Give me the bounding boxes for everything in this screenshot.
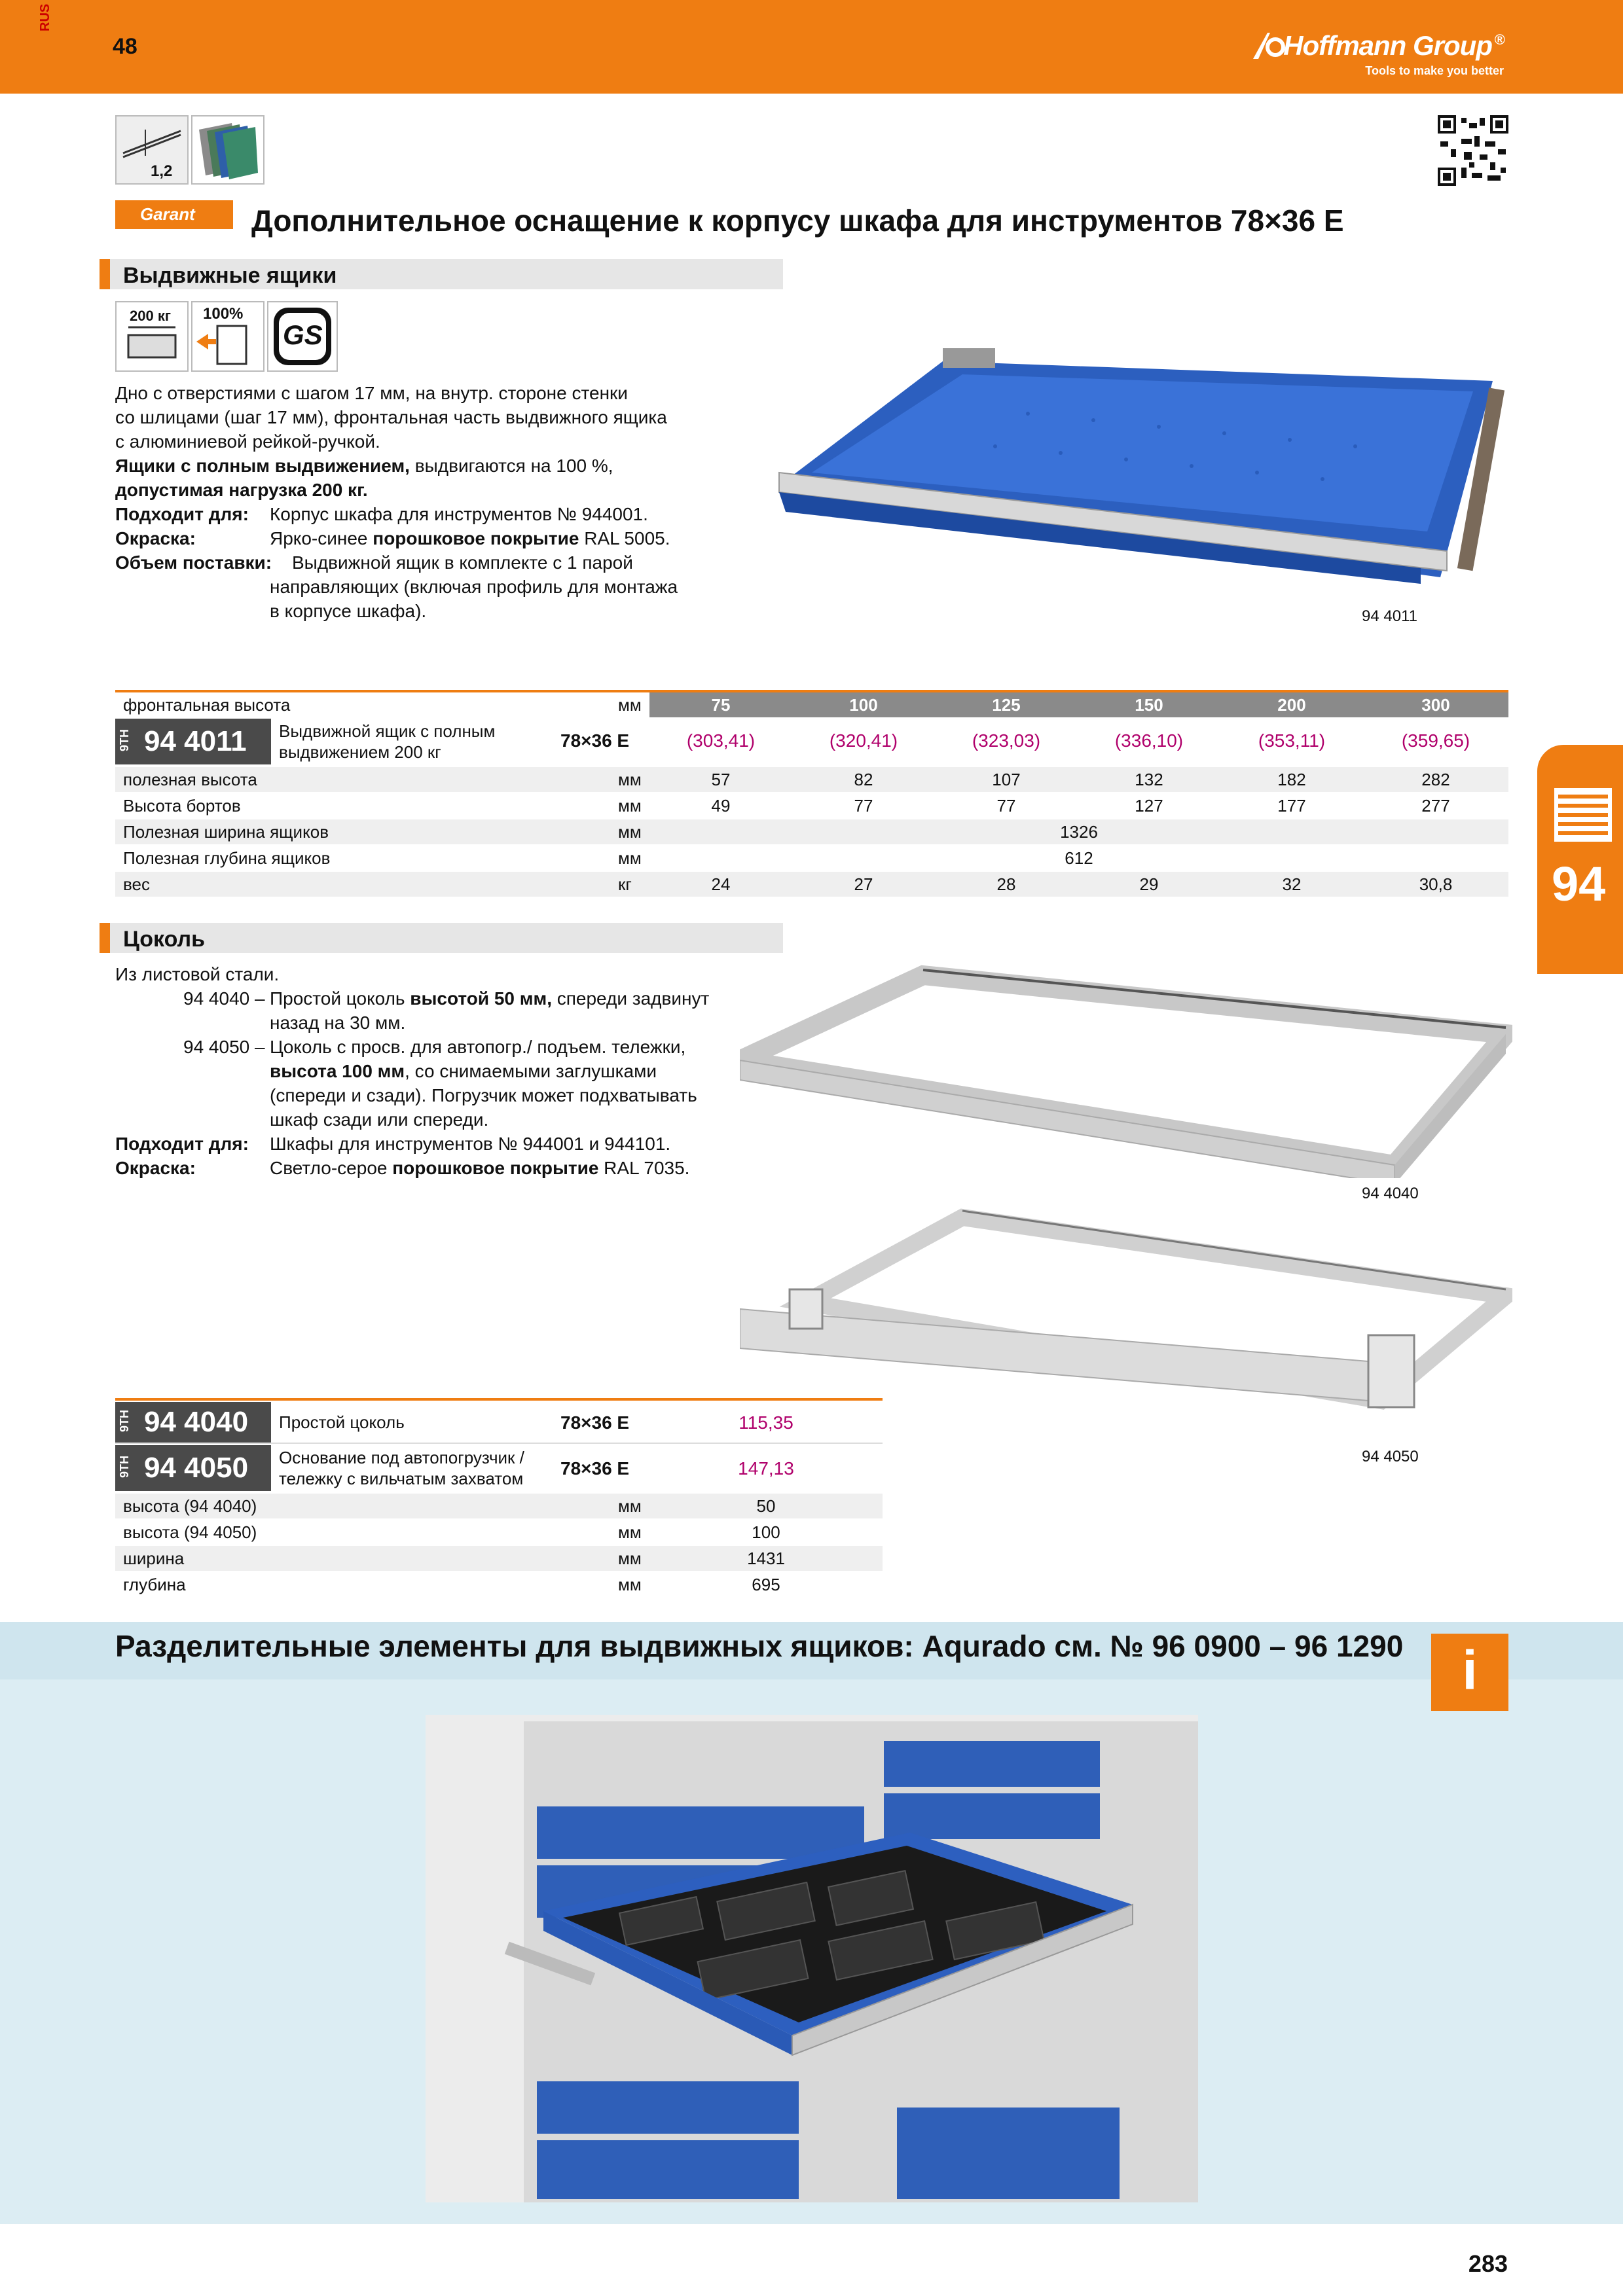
drawers-scope-label: Объем поставки: bbox=[115, 552, 272, 573]
spec-unit: мм bbox=[618, 1575, 642, 1594]
article-block bbox=[115, 1402, 271, 1443]
spec-row-useful-height bbox=[115, 767, 1508, 792]
article-row-944011 bbox=[115, 719, 1508, 764]
plinth-fits-row bbox=[115, 1132, 770, 1156]
page-title: Дополнительное оснащение к корпусу шкафа для инструментов 78×36 E bbox=[251, 204, 1344, 238]
spec-unit: мм bbox=[618, 822, 642, 842]
drawers-color-bold: порошковое покрытие bbox=[373, 528, 579, 548]
spec-row-weight bbox=[115, 872, 1508, 897]
plinth-item2-code: 94 4050 – bbox=[183, 1037, 265, 1057]
price-300: (359,65) bbox=[1401, 730, 1470, 751]
article-row-944050 bbox=[115, 1445, 883, 1491]
price-75: (303,41) bbox=[686, 730, 756, 751]
drawer-product-image bbox=[766, 335, 1512, 584]
full-extension-badge bbox=[191, 301, 264, 372]
plinth-item1-line2: назад на 30 мм. bbox=[270, 1013, 406, 1033]
spec-value: 49 bbox=[711, 796, 731, 816]
spec-value: 282 bbox=[1421, 770, 1450, 789]
section-marker bbox=[100, 923, 110, 953]
article-size: 78×36 E bbox=[560, 1412, 630, 1433]
plinth-color-post: RAL 7035. bbox=[598, 1158, 690, 1178]
drawer-table bbox=[115, 690, 1508, 895]
drawers-desc-line1: Дно с отверстиями с шагом 17 мм, на внутр. стороне стенки bbox=[115, 383, 628, 403]
table-top-rule bbox=[115, 1398, 883, 1401]
plinth-description bbox=[115, 962, 770, 1180]
height-125: 125 bbox=[992, 695, 1021, 715]
info-icon[interactable] bbox=[1431, 1634, 1508, 1711]
drawers-color-pre: Ярко-синее bbox=[270, 528, 373, 548]
drawers-description bbox=[115, 381, 704, 623]
plinth-item1-bold: высотой 50 мм, bbox=[410, 988, 552, 1009]
color-swatches-icon bbox=[192, 117, 263, 183]
price-125: (323,03) bbox=[972, 730, 1041, 751]
spec-value: 77 bbox=[996, 796, 1016, 816]
spec-label: Полезная ширина ящиков bbox=[123, 822, 329, 842]
article-desc-line1: Выдвижной ящик с полным bbox=[279, 721, 496, 741]
page-number: 283 bbox=[1468, 2250, 1508, 2277]
spec-row-useful-width bbox=[115, 819, 1508, 844]
chapter-number: 94 bbox=[1552, 857, 1606, 911]
spec-label: высота (94 4050) bbox=[123, 1522, 257, 1542]
spec-value: 612 bbox=[1065, 848, 1093, 868]
spec-value: 127 bbox=[1135, 796, 1163, 816]
spec-value: 277 bbox=[1421, 796, 1450, 816]
spec-label: Высота бортов bbox=[123, 796, 241, 816]
spec-unit: мм bbox=[618, 1496, 642, 1516]
plinth-item2-line2 bbox=[115, 1059, 770, 1083]
spec-value: 695 bbox=[752, 1575, 780, 1594]
section-header-drawers bbox=[100, 259, 783, 289]
language-code: RUS bbox=[38, 3, 52, 31]
spec-unit: мм bbox=[618, 1549, 642, 1568]
spec-unit: мм bbox=[618, 1522, 642, 1542]
plinth-item1-post: спереди задвинут bbox=[551, 988, 710, 1009]
brand-registered-mark: ® bbox=[1494, 31, 1505, 48]
spec-label: вес bbox=[123, 874, 150, 894]
info-icon-letter: i bbox=[1462, 1640, 1478, 1701]
plinth-table bbox=[115, 1398, 883, 1601]
price-200: (353,11) bbox=[1258, 730, 1326, 751]
head-unit: мм bbox=[618, 695, 642, 715]
article-desc-line2: тележку с вильчатым захватом bbox=[279, 1469, 524, 1488]
plinth-fits-value: Шкафы для инструментов № 944001 и 944101. bbox=[270, 1134, 671, 1154]
spec-value: 1326 bbox=[1060, 822, 1098, 842]
plinth-item2 bbox=[115, 1035, 770, 1059]
load-capacity-value: 200 кг bbox=[130, 308, 171, 324]
load-capacity-badge bbox=[115, 301, 189, 372]
spec-row-useful-depth bbox=[115, 846, 1508, 870]
brand-tagline: Tools to make you better bbox=[1365, 64, 1504, 77]
table-head-row bbox=[115, 692, 1508, 717]
plinth-image-caption-1: 94 4040 bbox=[1362, 1185, 1419, 1202]
drawer-dividers-photo bbox=[426, 1715, 1198, 2202]
plinth-color-label: Окраска: bbox=[115, 1158, 196, 1178]
color-swatch-badge bbox=[191, 115, 264, 185]
spec-value: 82 bbox=[854, 770, 873, 789]
spec-value: 107 bbox=[992, 770, 1021, 789]
spec-value: 28 bbox=[996, 874, 1016, 894]
section-title-plinth: Цоколь bbox=[123, 927, 206, 952]
article-desc: Простой цоколь bbox=[279, 1412, 405, 1432]
spec-row-width bbox=[115, 1546, 883, 1571]
info-heading: Разделительные элементы для выдвижных ящиков: Aqurado см. № 96 0900 – 96 1290 bbox=[115, 1629, 1404, 1663]
section-title-drawers: Выдвижные ящики bbox=[123, 263, 337, 288]
plinth-color-row bbox=[115, 1156, 770, 1180]
section-header-plinth bbox=[100, 923, 783, 953]
plinth-item2-line1: Цоколь с просв. для автопогр./ подъем. тележки, bbox=[270, 1037, 686, 1057]
drawers-load-bold: допустимая нагрузка 200 кг. bbox=[115, 480, 368, 500]
gs-certification-badge bbox=[267, 301, 338, 372]
plinth-item1-code: 94 4040 – bbox=[183, 988, 265, 1009]
spec-value: 177 bbox=[1277, 796, 1306, 816]
spec-unit: мм bbox=[618, 848, 642, 868]
plinth-fits-label: Подходит для: bbox=[115, 1134, 249, 1154]
sheet-thickness-badge bbox=[115, 115, 189, 185]
article-block bbox=[115, 1445, 271, 1491]
garant-logo-text: Garant bbox=[140, 204, 195, 224]
height-300: 300 bbox=[1421, 695, 1450, 715]
spec-value: 132 bbox=[1135, 770, 1163, 789]
section-marker bbox=[100, 259, 110, 289]
spec-label: ширина bbox=[123, 1549, 185, 1568]
plinth-item2-post: , со снимаемыми заглушками bbox=[405, 1061, 657, 1081]
drawers-full-extension-text: выдвигаются на 100 %, bbox=[409, 456, 613, 476]
drawers-color-post: RAL 5005. bbox=[579, 528, 670, 548]
spec-label: глубина bbox=[123, 1575, 186, 1594]
price-150: (336,10) bbox=[1114, 730, 1184, 751]
spec-value: 77 bbox=[854, 796, 873, 816]
drawers-fits-row bbox=[115, 502, 704, 526]
drawers-scope-line3: в корпусе шкафа). bbox=[270, 601, 427, 621]
price-100: (320,41) bbox=[829, 730, 898, 751]
spec-value: 1431 bbox=[747, 1549, 785, 1568]
spec-unit: мм bbox=[618, 796, 642, 816]
spec-row-side-height bbox=[115, 793, 1508, 818]
drawers-desc-line2: со шлицами (шаг 17 мм), фронтальная часть выдвижного ящика bbox=[115, 407, 667, 427]
height-100: 100 bbox=[849, 695, 878, 715]
spec-row-depth bbox=[115, 1572, 883, 1597]
article-price: 115,35 bbox=[739, 1412, 793, 1433]
spec-value: 32 bbox=[1282, 874, 1302, 894]
hoffmann-logo-icon bbox=[1250, 29, 1286, 62]
article-row-944040 bbox=[115, 1402, 883, 1444]
plinth-item1-pre: Простой цоколь bbox=[270, 988, 410, 1009]
article-desc-line2: выдвижением 200 кг bbox=[279, 742, 441, 762]
spec-unit: кг bbox=[618, 874, 632, 894]
plinth-item1 bbox=[115, 986, 770, 1011]
drawers-fits-value: Корпус шкафа для инструментов № 944001. bbox=[270, 504, 648, 524]
spec-value: 29 bbox=[1139, 874, 1159, 894]
drawer-image-caption: 94 4011 bbox=[1362, 607, 1417, 625]
qr-code-icon bbox=[1438, 115, 1508, 186]
height-200: 200 bbox=[1277, 695, 1306, 715]
head-label: фронтальная высота bbox=[123, 695, 291, 715]
drawers-scope-row bbox=[115, 550, 704, 575]
garant-logo bbox=[115, 200, 233, 229]
article-size: 78×36 E bbox=[560, 730, 630, 751]
drawers-desc-line5 bbox=[115, 478, 704, 502]
spec-row-height-944040 bbox=[115, 1494, 883, 1518]
article-block bbox=[115, 719, 271, 764]
article-number[interactable]: 94 4040 bbox=[144, 1406, 249, 1438]
spec-value: 182 bbox=[1277, 770, 1306, 789]
plinth-color-bold: порошковое покрытие bbox=[392, 1158, 599, 1178]
spec-label: высота (94 4040) bbox=[123, 1496, 257, 1516]
plinth-944050-image bbox=[740, 1204, 1512, 1414]
catalog-page-number: 48 bbox=[113, 34, 137, 59]
sheet-thickness-icon bbox=[117, 117, 187, 162]
article-desc-line1: Основание под автопогрузчик / bbox=[279, 1448, 524, 1467]
drawers-desc-line3: с алюминиевой рейкой-ручкой. bbox=[115, 431, 380, 452]
spec-label: полезная высота bbox=[123, 770, 257, 789]
drawers-scope-line2: направляющих (включая профиль для монтажа bbox=[270, 577, 678, 597]
article-prefix: 9TH bbox=[118, 1455, 131, 1478]
plinth-material: Из листовой стали. bbox=[115, 964, 280, 984]
plinth-944040-image bbox=[740, 962, 1512, 1178]
full-extension-value: 100% bbox=[203, 305, 244, 323]
brand-name: Hoffmann Group bbox=[1283, 30, 1492, 61]
article-size: 78×36 E bbox=[560, 1458, 630, 1479]
article-prefix: 9TH bbox=[118, 728, 131, 751]
spec-value: 57 bbox=[711, 770, 731, 789]
plinth-item2-line3: (спереди и сзади). Погрузчик может подхватывать bbox=[270, 1085, 697, 1105]
drawers-color-label: Окраска: bbox=[115, 528, 196, 548]
drawers-color-row bbox=[115, 526, 704, 550]
sheet-thickness-value: 1,2 bbox=[151, 162, 173, 180]
article-prefix: 9TH bbox=[118, 1409, 131, 1432]
gs-certification-text: GS bbox=[283, 319, 323, 350]
drawers-scope-line1: Выдвижной ящик в комплекте с 1 парой bbox=[292, 552, 633, 573]
spec-unit: мм bbox=[618, 770, 642, 789]
drawers-full-extension-bold: Ящики с полным выдвижением, bbox=[115, 456, 410, 476]
height-75: 75 bbox=[711, 695, 731, 715]
height-150: 150 bbox=[1135, 695, 1163, 715]
article-number[interactable]: 94 4050 bbox=[144, 1452, 249, 1484]
spec-value: 27 bbox=[854, 874, 873, 894]
article-number[interactable]: 94 4011 bbox=[144, 725, 247, 757]
plinth-color-pre: Светло-серое bbox=[270, 1158, 393, 1178]
spec-value: 100 bbox=[752, 1522, 780, 1542]
drawers-desc-line4 bbox=[115, 454, 704, 478]
spec-value: 30,8 bbox=[1419, 874, 1453, 894]
spec-label: Полезная глубина ящиков bbox=[123, 848, 331, 868]
plinth-image-caption-2: 94 4050 bbox=[1362, 1448, 1419, 1465]
chapter-tab[interactable] bbox=[1537, 745, 1623, 974]
spec-value: 24 bbox=[711, 874, 731, 894]
spec-row-height-944050 bbox=[115, 1520, 883, 1545]
plinth-item2-bold: высота 100 мм bbox=[270, 1061, 405, 1081]
spec-value: 50 bbox=[756, 1496, 776, 1516]
drawer-dividers-photo-illustration bbox=[426, 1715, 1198, 2202]
chapter-cabinet-icon bbox=[1552, 785, 1614, 844]
drawers-fits-label: Подходит для: bbox=[115, 504, 249, 524]
plinth-item2-line4: шкаф сзади или спереди. bbox=[270, 1109, 489, 1130]
article-price: 147,13 bbox=[738, 1458, 794, 1479]
